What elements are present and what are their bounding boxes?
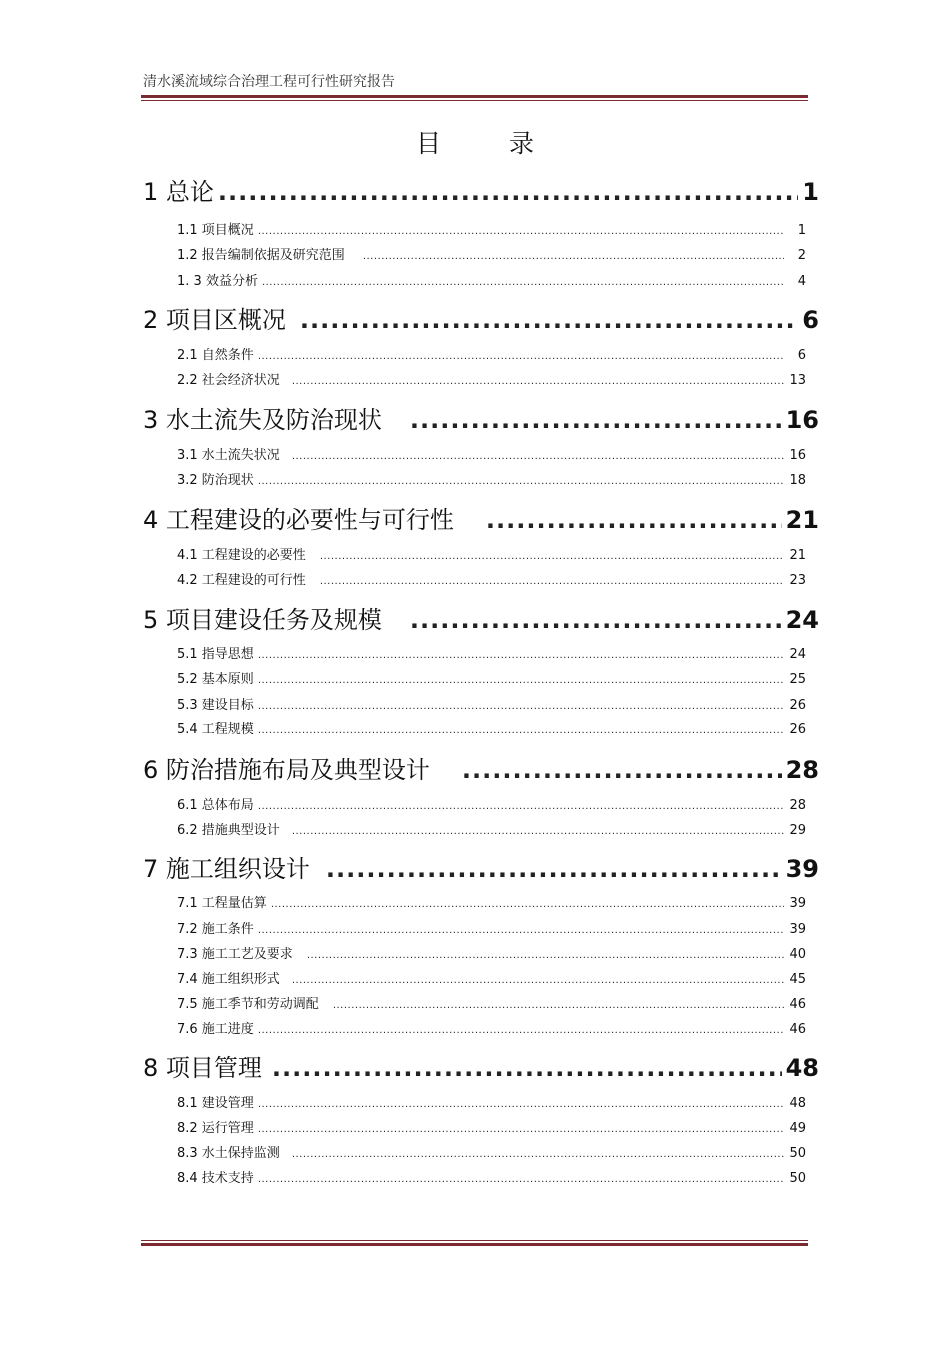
toc-section[interactable] (177, 993, 806, 1013)
toc-chapter-label: 8 项目管理 (143, 1054, 262, 1082)
toc-chapter[interactable] (143, 172, 819, 206)
dot-leader (258, 351, 784, 362)
toc-chapter-page: 6 (802, 306, 819, 334)
toc-section[interactable] (177, 469, 806, 489)
toc-chapter-page: 24 (785, 606, 819, 634)
toc-section-label: 6.2 措施典型设计 (177, 823, 280, 838)
toc-section[interactable] (177, 1142, 806, 1162)
dot-leader (272, 1054, 782, 1082)
toc-section-page: 50 (789, 1171, 806, 1186)
dot-leader (218, 178, 798, 206)
toc-chapter-page: 39 (785, 855, 819, 883)
dot-leader (258, 1025, 784, 1036)
dot-leader (292, 1149, 784, 1160)
dot-leader (326, 855, 782, 883)
dot-leader (258, 650, 784, 661)
toc-section[interactable] (177, 344, 806, 364)
toc-chapter-page: 21 (785, 506, 819, 534)
toc-section-label: 7.2 施工条件 (177, 922, 254, 937)
toc-chapter[interactable] (143, 500, 819, 534)
toc-chapter-label: 7 施工组织设计 (143, 855, 310, 883)
toc-chapter-label: 2 项目区概况 (143, 306, 286, 334)
toc-section[interactable] (177, 1018, 806, 1038)
toc-section-page: 46 (789, 1022, 806, 1037)
dot-leader (271, 899, 784, 910)
toc-section-label: 8.3 水土保持监测 (177, 1146, 280, 1161)
toc-chapter[interactable] (143, 750, 819, 784)
dot-leader (292, 376, 784, 387)
dot-leader (300, 306, 798, 334)
toc-section-page: 45 (789, 972, 806, 987)
toc-section[interactable] (177, 369, 806, 389)
toc-section-label: 1. 3 效益分析 (177, 274, 258, 289)
header-rule (141, 95, 808, 101)
toc-section[interactable] (177, 643, 806, 663)
toc-section[interactable] (177, 569, 806, 589)
toc-section-page: 29 (789, 823, 806, 838)
dot-leader (292, 451, 784, 462)
toc-section-page: 39 (789, 922, 806, 937)
toc-section-label: 4.1 工程建设的必要性 (177, 548, 306, 563)
toc-section-page: 39 (789, 896, 806, 911)
toc-section-label: 8.2 运行管理 (177, 1121, 254, 1136)
dot-leader (486, 506, 782, 534)
toc-chapter-label: 5 项目建设任务及规模 (143, 606, 382, 634)
toc-section-page: 49 (789, 1121, 806, 1136)
dot-leader (258, 476, 784, 487)
dot-leader (307, 950, 784, 961)
toc-section-page: 50 (789, 1146, 806, 1161)
toc-section-label: 4.2 工程建设的可行性 (177, 573, 306, 588)
toc-chapter-label: 4 工程建设的必要性与可行性 (143, 506, 454, 534)
toc-section-label: 3.2 防治现状 (177, 473, 254, 488)
toc-section-label: 7.6 施工进度 (177, 1022, 254, 1037)
toc-section[interactable] (177, 544, 806, 564)
dot-leader (462, 756, 782, 784)
toc-section-page: 4 (797, 274, 806, 289)
toc-section-label: 2.2 社会经济状况 (177, 373, 280, 388)
toc-section-label: 5.1 指导思想 (177, 647, 254, 662)
toc-section[interactable] (177, 968, 806, 988)
toc-chapter-label: 6 防治措施布局及典型设计 (143, 756, 430, 784)
running-header: 清水溪流域综合治理工程可行性研究报告 (143, 74, 395, 90)
toc-section-label: 3.1 水土流失状况 (177, 448, 280, 463)
dot-leader (262, 277, 784, 288)
toc-section-label: 6.1 总体布局 (177, 798, 254, 813)
toc-section-label: 2.1 自然条件 (177, 348, 254, 363)
toc-section-page: 48 (789, 1096, 806, 1111)
toc-section[interactable] (177, 1117, 806, 1137)
toc-section-page: 1 (797, 223, 806, 238)
dot-leader (258, 1174, 784, 1185)
page-title: 目 录 (416, 129, 564, 158)
dot-leader (258, 801, 784, 812)
toc-section-page: 46 (789, 997, 806, 1012)
footer-rule (141, 1240, 808, 1246)
toc-chapter-label: 1 总论 (143, 178, 214, 206)
toc-chapter-label: 3 水土流失及防治现状 (143, 406, 382, 434)
toc-chapter-page: 16 (785, 406, 819, 434)
toc-section[interactable] (177, 918, 806, 938)
toc-chapter-page: 48 (785, 1054, 819, 1082)
dot-leader (320, 551, 784, 562)
toc-section[interactable] (177, 444, 806, 464)
dot-leader (410, 606, 782, 634)
toc-section-page: 26 (789, 722, 806, 737)
toc-chapter[interactable] (143, 849, 819, 883)
toc-section-page: 26 (789, 698, 806, 713)
toc-section[interactable] (177, 668, 806, 688)
toc-section-label: 5.4 工程规模 (177, 722, 254, 737)
toc-section-label: 1.1 项目概况 (177, 223, 254, 238)
dot-leader (258, 226, 784, 237)
dot-leader (363, 251, 784, 262)
toc-chapter-page: 1 (802, 178, 819, 206)
toc-section[interactable] (177, 270, 806, 290)
toc-section-page: 2 (797, 248, 806, 263)
dot-leader (333, 1000, 784, 1011)
toc-chapter[interactable] (143, 400, 819, 434)
toc-section-label: 8.1 建设管理 (177, 1096, 254, 1111)
toc-chapter[interactable] (143, 600, 819, 634)
toc-section[interactable] (177, 219, 806, 239)
toc-section-label: 7.1 工程量估算 (177, 896, 267, 911)
dot-leader (258, 1099, 784, 1110)
toc-chapter[interactable] (143, 300, 819, 334)
toc-section-label: 7.4 施工组织形式 (177, 972, 280, 987)
dot-leader (292, 826, 784, 837)
toc-section-label: 5.3 建设目标 (177, 698, 254, 713)
toc-section[interactable] (177, 244, 806, 264)
toc-section[interactable] (177, 892, 806, 912)
toc-section-page: 16 (789, 448, 806, 463)
toc-section[interactable] (177, 819, 806, 839)
toc-chapter[interactable] (143, 1048, 819, 1082)
toc-section-page: 40 (789, 947, 806, 962)
dot-leader (258, 725, 784, 736)
toc-section-page: 18 (789, 473, 806, 488)
toc-section[interactable] (177, 1167, 806, 1187)
dot-leader (258, 925, 784, 936)
toc-section-page: 24 (789, 647, 806, 662)
toc-section-label: 7.5 施工季节和劳动调配 (177, 997, 319, 1012)
toc-section[interactable] (177, 943, 806, 963)
toc-section[interactable] (177, 1092, 806, 1112)
toc-section[interactable] (177, 694, 806, 714)
toc-section-label: 8.4 技术支持 (177, 1171, 254, 1186)
dot-leader (258, 701, 784, 712)
toc-section-page: 21 (789, 548, 806, 563)
toc-section-label: 5.2 基本原则 (177, 672, 254, 687)
toc-section-page: 23 (789, 573, 806, 588)
toc-section-label: 7.3 施工工艺及要求 (177, 947, 293, 962)
toc-section[interactable] (177, 794, 806, 814)
dot-leader (258, 1124, 784, 1135)
toc-section-page: 6 (797, 348, 806, 363)
dot-leader (410, 406, 782, 434)
toc-section[interactable] (177, 718, 806, 738)
toc-section-page: 13 (789, 373, 806, 388)
toc-chapter-page: 28 (785, 756, 819, 784)
toc-section-label: 1.2 报告编制依据及研究范围 (177, 248, 345, 263)
toc-section-page: 28 (789, 798, 806, 813)
dot-leader (292, 975, 784, 986)
dot-leader (258, 675, 784, 686)
toc-section-page: 25 (789, 672, 806, 687)
dot-leader (320, 576, 784, 587)
